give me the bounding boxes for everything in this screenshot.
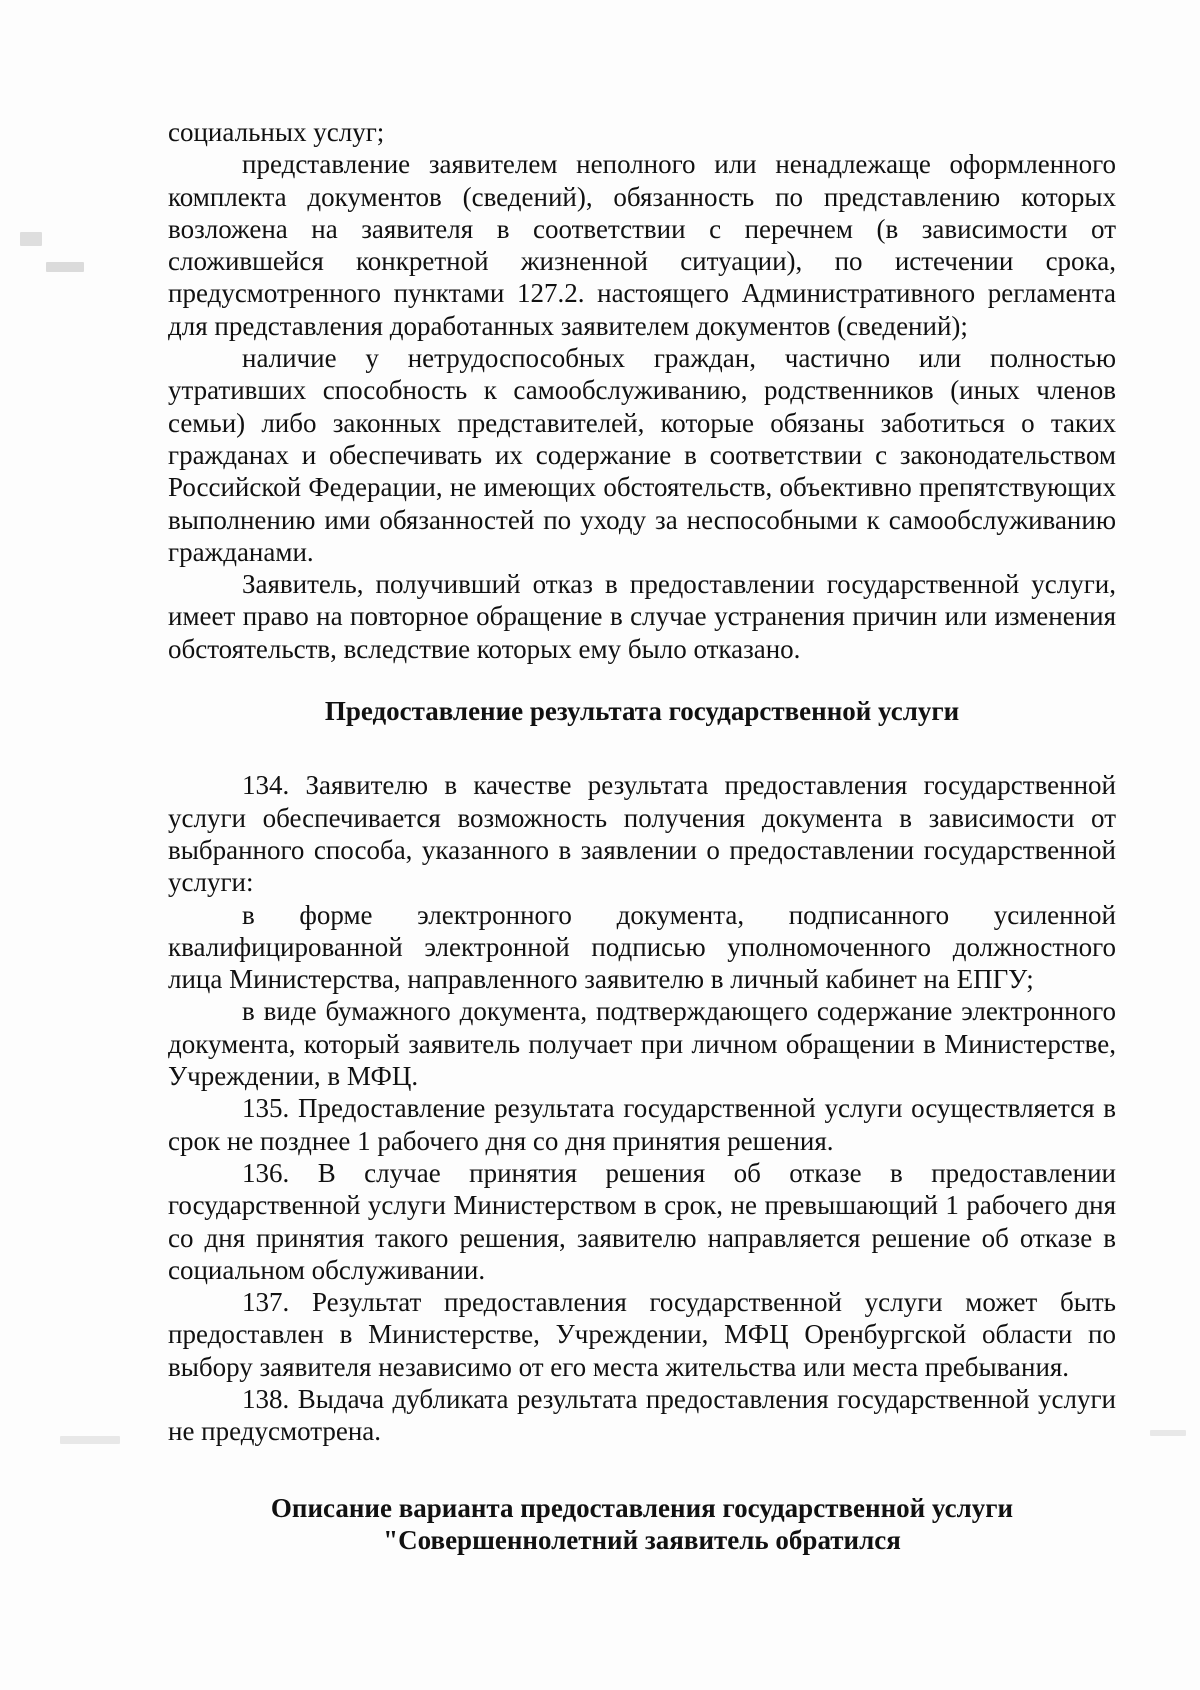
paragraph-134: 134. Заявителю в качестве результата предоставления государственной услуги обеспечивается возможность получения документа в зависимости от выбранного способа, указанного в заявлении о предоставлении государственной услуги: [168,770,1116,898]
heading-line: Описание варианта предоставления государственной услуги [270,1492,1014,1523]
paragraph: наличие у нетрудоспособных граждан, частично или полностью утративших способность к самообслуживанию, родственников (иных членов семьи) либо законных представителей, которые обязаны заботиться о таких гражданах и обеспечивать их содержание в соответствии с законодательством Российской Федерации, не имеющих обстоятельств, объективно препятствующих выполнению ими обязанностей по уходу за неспособными к самообслуживанию гражданами. [168,343,1116,567]
paragraph: в виде бумажного документа, подтверждающего содержание электронного документа, который заявитель получает при личном обращении в Министерстве, Учреждении, в МФЦ. [168,996,1116,1092]
paragraph-137: 137. Результат предоставления государственной услуги может быть предоставлен в Министерстве, Учреждении, МФЦ Оренбургской области по выбору заявителя независимо от его места жительства или места пребывания. [168,1287,1116,1382]
section-heading: Предоставление результата государственной услуги [324,696,960,727]
scan-speck [60,1436,120,1444]
paragraph-136: 136. В случае принятия решения об отказе в предоставлении государственной услуги Министерством в срок, не превышающий 1 рабочего дня со дня принятия такого решения, заявителю направляется решение об отказе в социальном обслуживании. [168,1157,1116,1285]
paragraph: Заявитель, получивший отказ в предоставлении государственной услуги, имеет право на повторное обращение в случае устранения причин или изменения обстоятельств, вследствие которых ему было отказано. [168,569,1116,664]
paragraph-138: 138. Выдача дубликата результата предоставления государственной услуги не предусмотрена. [168,1383,1116,1447]
paragraph: социальных услуг; [168,117,385,147]
heading-line: "Совершеннолетний заявитель обратился [383,1524,901,1555]
scan-speck [20,232,42,246]
scan-speck [1150,1430,1186,1436]
document-body [168,116,1116,1556]
paragraph-135: 135. Предоставление результата государственной услуги осуществляется в срок не позднее 1 рабочего дня со дня принятия решения. [168,1093,1116,1156]
scan-speck [46,262,84,272]
paragraph: в форме электронного документа, подписанного усиленной квалифицированной электронной подписью уполномоченного должностного лица Министерства, направленного заявителю в личный кабинет на ЕПГУ; [168,899,1116,995]
section-heading-variant [168,1492,1116,1557]
paragraph: представление заявителем неполного или ненадлежаще оформленного комплекта документов (сведений), обязанность по представлению которых возложена на заявителя в соответствии с перечнем (в зависимости от сложившейся конкретной жизненной ситуации), по истечении срока, предусмотренного пунктами 127.2. настоящего Административного регламента для представления доработанных заявителем документов (сведений); [168,149,1116,341]
